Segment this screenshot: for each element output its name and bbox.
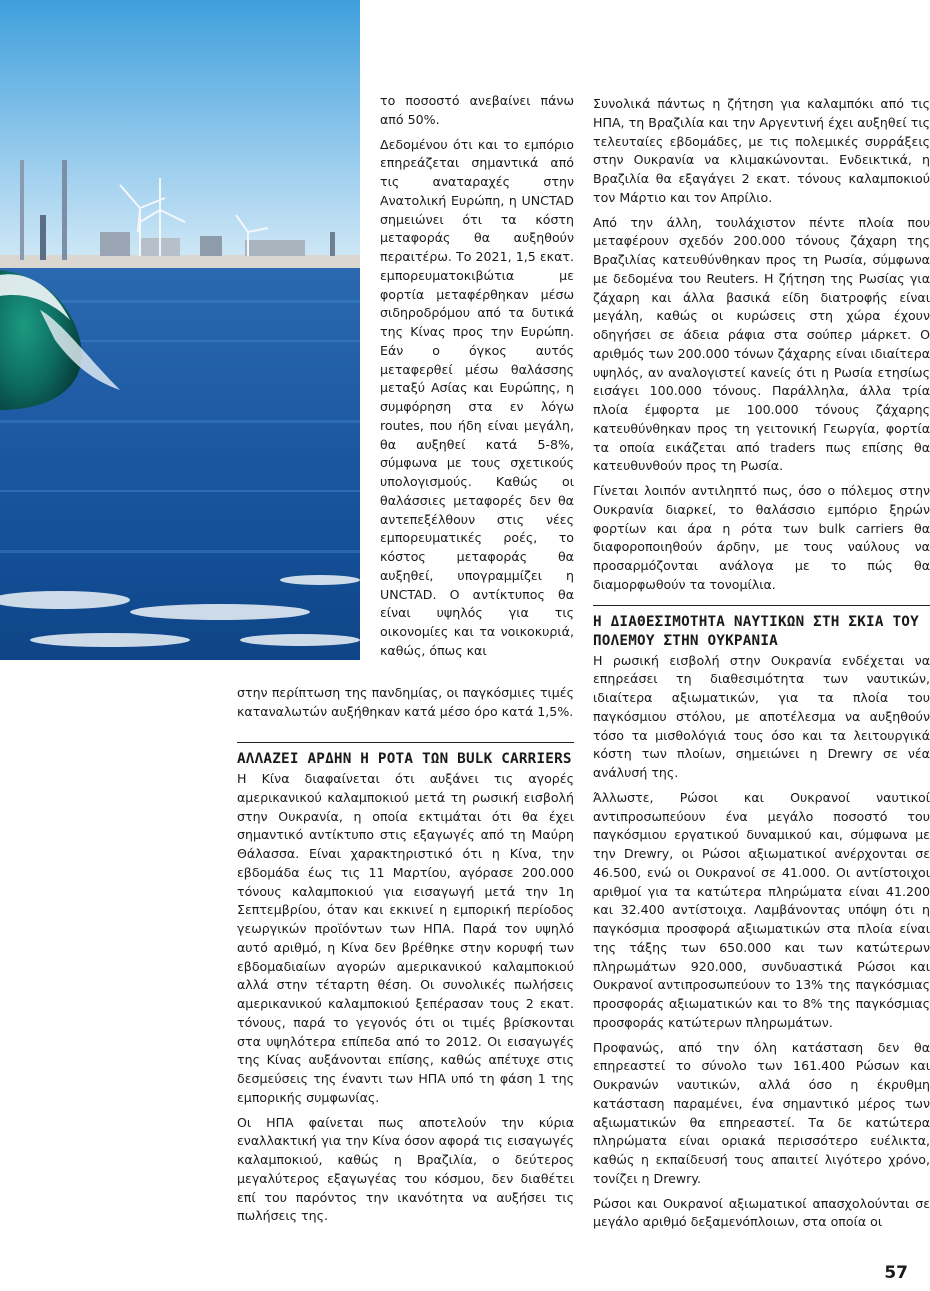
side-column <box>380 92 574 661</box>
section-divider <box>593 605 930 606</box>
paragraph: Από την άλλη, τουλάχιστον πέντε πλοία που μεταφέρουν σχεδόν 200.000 τόνους ζάχαρη της Βραζιλίας κατευθύνθηκαν προς τη Ρωσία, σύμφωνα με δεδομένα του Reuters. Η ζήτηση της Ρωσίας για ζάχαρη και άλλα βασικά είδη διατροφής είναι μεγάλη, καθώς οι κυρώσεις στη χώρα έχουν οδηγήσει σε άδεια ράφια στα σούπερ μάρκετ. Ο αριθμός των 200.000 τόνων ζάχαρης είναι ιδιαίτερα υψηλός, αν αναλογιστεί κανείς ότι η Ρωσία ετησίως εισάγει 100.000 τόνους. Παράλληλα, άλλα τρία πλοία έμφορτα με 100.000 τόνους ζάχαρης κατευθύνθηκαν προς τη γειτονική Γεωργία, φορτία τα οποία εικάζεται από traders πως επίσης θα κατευθυνθούν προς τη Ρωσία. <box>593 214 930 474</box>
section-bulk-carriers <box>237 742 574 1232</box>
sea-wave-photo <box>0 0 360 660</box>
paragraph: Προφανώς, από την όλη κατάσταση δεν θα επηρεαστεί το σύνολο των 161.400 Ρώσων και Ουκρανών ναυτικών, αλλά όσο η έκρυθμη κατάσταση παραμένει, ένα σημαντικό μέρος των αξιωματικών θα επηρεαστεί. Τα δε κατώτερα πληρώματα είναι οριακά περισσότερο ευέλικτα, καθώς η εκπαίδευσή τους απαιτεί λιγότερο χρόνο, τονίζει η Drewry. <box>593 1039 930 1186</box>
right-column <box>593 95 930 1238</box>
paragraph: στην περίπτωση της πανδημίας, οι παγκόσμιες τιμές καταναλωτών αυξήθηκαν κατά μέσο όρο κατά 1,5%. <box>237 685 574 719</box>
section-heading: Η ΔΙΑΘΕΣΙΜΟΤΗΤΑ ΝΑΥΤΙΚΩΝ ΣΤΗ ΣΚΙΑ ΤΟΥ ΠΟΛΕΜΟΥ ΣΤΗΝ ΟΥΚΡΑΝΙΑ <box>593 613 919 649</box>
wide-continuation <box>237 684 574 728</box>
paragraph: Ρώσοι και Ουκρανοί αξιωματικοί απασχολούνται σε μεγάλο αριθμό δεξαμενόπλοιων, στα οποία οι <box>593 1195 930 1230</box>
paragraph: Η Κίνα διαφαίνεται ότι αυξάνει τις αγορές αμερικανικού καλαμποκιού μετά τη ρωσική εισβολή στην Ουκρανία, η οποία εκτιμάται ότι θα έχει σημαντικό αντίκτυπο στις εξαγωγές από τη Μαύρη Θάλασσα. Είναι χαρακτηριστικό ότι η Κίνα, την εβδομάδα έως τις 11 Μαρτίου, αγόρασε 200.000 τόνους καλαμποκιού για εισαγωγή μετά την 1η Σεπτεμβρίου, όταν και εκκινεί η εμπορική περίοδος γεωργικών προϊόντων των ΗΠΑ. Παρά τον υψηλό αυτό αριθμό, η Κίνα δεν βρέθηκε στην κορυφή των εβδομαδιαίων αγορών αμερικανικού καλαμποκιού αλλά στην τέταρτη θέση. Οι συνολικές πωλήσεις αμερικανικού καλαμποκιού ξεπέρασαν τους 2 εκατ. τόνους, παρά το γεγονός ότι οι τιμές βρίσκονται στα υψηλότερα επίπεδα από το 2012. Οι εισαγωγές της Κίνας αυξάνονται επίσης, καθώς απέτυχε στις δεσμεύσεις της έναντι των ΗΠΑ υπό τη φάση 1 της εμπορικής συμφωνίας. <box>237 771 574 1105</box>
paragraph: Γίνεται λοιπόν αντιληπτό πως, όσο ο πόλεμος στην Ουκρανία διαρκεί, το θαλάσσιο εμπόριο ξηρών φορτίων και άρα η ρότα των bulk carriers θα διαφοροποιηθούν άρδην, με τους ναύλους να προσαρμόζονται ανάλογα με το πώς θα διαμορφωθούν τα τονομίλια. <box>593 483 930 592</box>
section-divider <box>237 742 574 743</box>
paragraph: Άλλωστε, Ρώσοι και Ουκρανοί ναυτικοί αντιπροσωπεύουν ένα μεγάλο ποσοστό του παγκόσμιου εργατικού δυναμικού και, σύμφωνα με την Drewry, οι Ρώσοι αξιωματικοί ανέρχονται σε 46.500, ενώ οι Ουκρανοί σε 41.000. Οι αντίστοιχοι αριθμοί για τα κατώτερα πληρώματα είναι 41.200 και 32.400 αντίστοιχα. Λαμβάνοντας υπόψη ότι η παγκόσμια προσφορά αξιωματικών στα πλοία είναι της τάξης των 650.000 και των κατώτερων πληρωμάτων 920.000, συνδυαστικά Ρώσοι και Ουκρανοί αντιπροσωπεύουν το 13% της παγκόσμιας προσφοράς αξιωματικών και το 8% της παγκόσμιας προσφοράς κατώτερων πληρωμάτων. <box>593 789 930 1030</box>
paragraph: το ποσοστό ανεβαίνει πάνω από 50%. <box>380 93 574 127</box>
paragraph: Η ρωσική εισβολή στην Ουκρανία ενδέχεται να επηρεάσει τη διαθεσιμότητα των ναυτικών, ιδιαίτερα αξιωματικών, για τα πλοία του παγκόσμιου στόλου, με αποτέλεσμα να αυξηθούν τόσο τα μισθολόγιά τους όσο και τα λειτουργικά κόστη των πλοίων, σημειώνει η Drewry σε νέα ανάλυσή της. <box>593 652 930 780</box>
page-number: 57 <box>884 1263 908 1283</box>
paragraph: Οι ΗΠΑ φαίνεται πως αποτελούν την κύρια εναλλακτική για την Κίνα όσον αφορά τις εισαγωγές καλαμποκιού, καθώς η Βραζιλία, ο δεύτερος μεγαλύτερος εξαγωγέας του κόσμου, δεν διαθέτει επί του παρόντος την ικανότητα να αυξήσει τις πωλήσεις της. <box>237 1114 574 1224</box>
paragraph: Συνολικά πάντως η ζήτηση για καλαμπόκι από τις ΗΠΑ, τη Βραζιλία και την Αργεντινή έχει αυξηθεί τις τελευταίες εβδομάδες, με τις πολεμικές συρράξεις στην Ουκρανία να κλιμακώνονται. Ενδεικτικά, η Βραζιλία θα εξαγάγει 2 εκατ. τόνους καλαμποκιού τον Μάρτιο και τον Απρίλιο. <box>593 96 930 205</box>
section-heading: ΑΛΛΑΖΕΙ ΑΡΔΗΝ Η ΡΟΤΑ ΤΩΝ BULK CARRIERS <box>237 751 572 767</box>
paragraph: Δεδομένου ότι και το εμπόριο επηρεάζεται σημαντικά από τις αναταραχές στην Ανατολική Ευρώπη, η UNCTAD σημειώνει ότι τα κόστη μεταφοράς θα αυξηθούν περαιτέρω. Το 2021, 1,5 εκατ. εμπορευματοκιβώτια με φορτία μεταφέρθηκαν μέσω σιδηροδρόμου από τα δυτικά της Κίνας προς την Ευρώπη. Εάν ο όγκος αυτός μεταφερθεί μέσω θαλάσσης μεταξύ Ασίας και Ευρώπης, η συμφόρηση στα εν λόγω routes, που ήδη είναι μεγάλη, θα αυξηθεί κατά 5-8%, σύμφωνα με τους σχετικούς υπολογισμούς. Καθώς οι θαλάσσιες μεταφορές δεν θα αντεπεξέλθουν στις νέες εμπορευματικές ροές, το κόστος μεταφοράς θα αυξηθεί, υπογραμμίζει η UNCTAD. Ο αντίκτυπος θα είναι υψηλός για τις οικονομίες και τα νοικοκυριά, καθώς, όπως και <box>380 136 574 658</box>
